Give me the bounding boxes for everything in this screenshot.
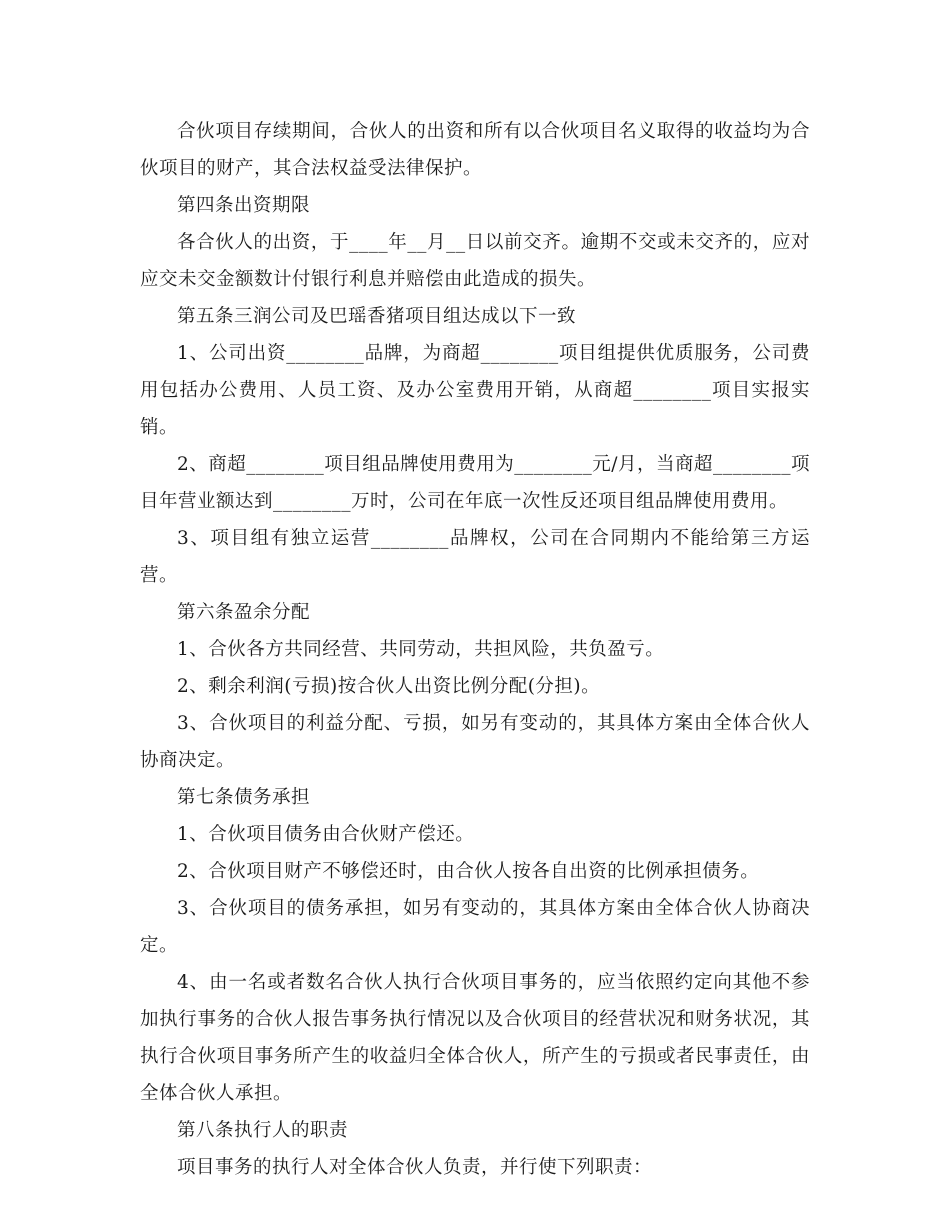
- article-7-item-2: 2、合伙项目财产不够偿还时，由合伙人按各自出资的比例承担债务。: [177, 861, 760, 882]
- article-4-heading: 第四条出资期限: [177, 195, 311, 216]
- article-6-heading: 第六条盈余分配: [177, 602, 311, 623]
- article-8-heading: 第八条执行人的职责: [177, 1120, 349, 1141]
- article-7-item-1: 1、合伙项目债务由合伙财产偿还。: [177, 824, 475, 845]
- article-5-item-1: 1、公司出资________品牌，为商超________项目组提供优质服务，公司费用包括办公费用、人员工资、及办公室费用开销，从商超________项目实报实销。: [140, 343, 810, 438]
- article-7-item-4: 4、由一名或者数名合伙人执行合伙项目事务的，应当依照约定向其他不参加执行事务的合伙人报告事务执行情况以及合伙项目的经营状况和财务状况，其执行合伙项目事务所产生的收益归全体合伙人，所产生的亏损或者民事责任，由全体合伙人承担。: [140, 972, 810, 1104]
- paragraph-contribution-deadline: 各合伙人的出资，于____年__月__日以前交齐。逾期不交或未交齐的，应对应交未交金额数计付银行利息并赔偿由此造成的损失。: [140, 232, 810, 290]
- article-8-intro: 项目事务的执行人对全体合伙人负责，并行使下列职责：: [177, 1157, 653, 1178]
- article-7-heading: 第七条债务承担: [177, 787, 311, 808]
- article-6-item-1: 1、合伙各方共同经营、共同劳动，共担风险，共负盈亏。: [177, 639, 665, 660]
- article-5-item-3: 3、项目组有独立运营________品牌权，公司在合同期内不能给第三方运营。: [140, 528, 810, 586]
- paragraph-partnership-property: 合伙项目存续期间，合伙人的出资和所有以合伙项目名义取得的收益均为合伙项目的财产，其合法权益受法律保护。: [140, 121, 810, 179]
- article-5-heading: 第五条三润公司及巴瑶香猪项目组达成以下一致: [177, 306, 577, 327]
- document-body: [140, 113, 810, 1186]
- article-6-item-2: 2、剩余利润(亏损)按合伙人出资比例分配(分担)。: [177, 676, 601, 697]
- article-6-item-3: 3、合伙项目的利益分配、亏损，如另有变动的，其具体方案由全体合伙人协商决定。: [140, 713, 810, 771]
- article-7-item-3: 3、合伙项目的债务承担，如另有变动的，其具体方案由全体合伙人协商决定。: [140, 898, 810, 956]
- article-5-item-2: 2、商超________项目组品牌使用费用为________元/月，当商超________项目年营业额达到________万时，公司在年底一次性反还项目组品牌使用费用。: [140, 454, 811, 512]
